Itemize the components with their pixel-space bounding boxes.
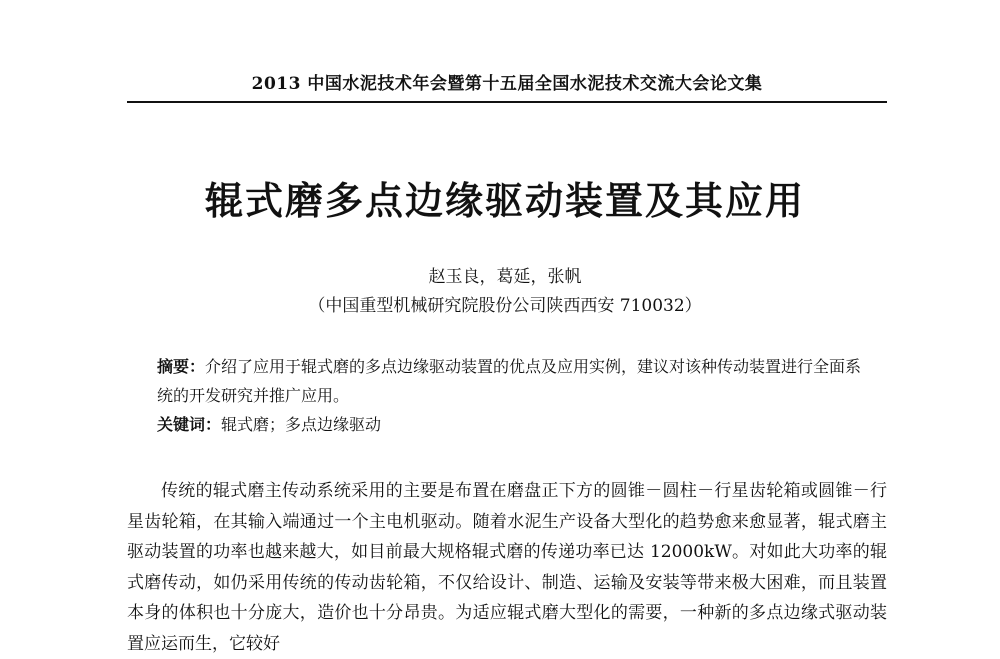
abstract-label: 摘要： [157,357,206,376]
author-affiliation: （中国重型机械研究院股份公司陕西西安 710032） [308,296,702,316]
paper-title: 辊式磨多点边缘驱动装置及其应用 [204,179,805,223]
keywords [157,412,867,438]
author-list: 赵玉良，葛延，张帆 [428,267,582,287]
abstract [157,352,867,410]
header-divider [127,101,887,103]
body-paragraph: 传统的辊式磨主传动系统采用的主要是布置在磨盘正下方的圆锥－圆柱－行星齿轮箱或圆锥－行星齿轮箱，在其输入端通过一个主电机驱动。随着水泥生产设备大型化的趋势愈来愈显著，辊式磨主驱动装置的功率也越来越大，如目前最大规格辊式磨的传递功率已达 12000kW。对如此大功率的辊式磨传动，如仍采用传统的传动齿轮箱，不仅给设计、制造、运输及安装等带来极大困难，而且装置本身的体积也十分庞大，造价也十分昂贵。为适应辊式磨大型化的需要，一种新的多点边缘式驱动装置应运而生，它较好 [127,481,887,654]
abstract-text: 介绍了应用于辊式磨的多点边缘驱动装置的优点及应用实例，建议对该种传动装置进行全面系统的开发研究并推广应用。 [157,357,862,405]
keywords-text: 辊式磨；多点边缘驱动 [221,415,382,434]
keywords-label: 关键词： [157,415,222,434]
running-header: 2013 中国水泥技术年会暨第十五届全国水泥技术交流大会论文集 [251,74,763,94]
